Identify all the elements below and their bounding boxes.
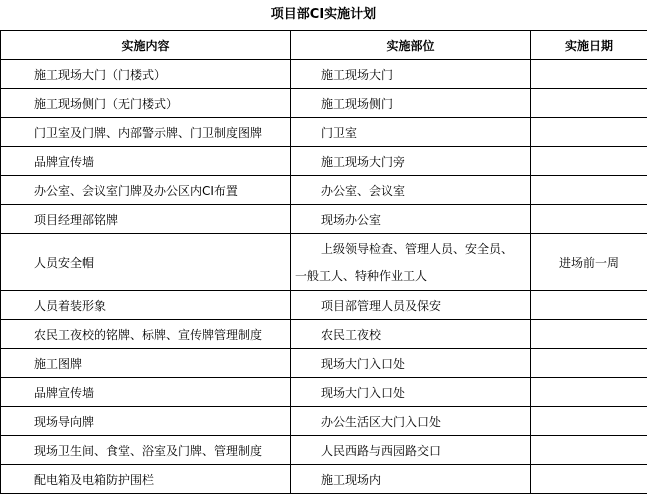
table-row bbox=[1, 436, 647, 465]
row-location bbox=[291, 234, 531, 291]
row-location: 办公室、会议室 bbox=[291, 176, 531, 205]
table-row bbox=[1, 147, 647, 176]
row-content: 施工现场大门（门楼式） bbox=[1, 60, 291, 89]
row-date bbox=[531, 465, 647, 494]
table-row bbox=[1, 291, 647, 320]
row-location: 农民工夜校 bbox=[291, 320, 531, 349]
table-header-row bbox=[1, 31, 647, 60]
row-content: 人员着装形象 bbox=[1, 291, 291, 320]
header-date: 实施日期 bbox=[531, 31, 647, 60]
row-date bbox=[531, 205, 647, 234]
row-content: 施工图牌 bbox=[1, 349, 291, 378]
table-row bbox=[1, 176, 647, 205]
table-row bbox=[1, 407, 647, 436]
row-location: 施工现场内 bbox=[291, 465, 531, 494]
row-date bbox=[531, 407, 647, 436]
table-row bbox=[1, 118, 647, 147]
row-date bbox=[531, 147, 647, 176]
row-content: 门卫室及门牌、内部警示牌、门卫制度图牌 bbox=[1, 118, 291, 147]
row-location: 项目部管理人员及保安 bbox=[291, 291, 531, 320]
row-content: 现场卫生间、食堂、浴室及门牌、管理制度 bbox=[1, 436, 291, 465]
table-row bbox=[1, 349, 647, 378]
row-content: 办公室、会议室门牌及办公区内CI布置 bbox=[1, 176, 291, 205]
table-row bbox=[1, 60, 647, 89]
row-date: 进场前一周 bbox=[531, 234, 647, 291]
header-location: 实施部位 bbox=[291, 31, 531, 60]
row-location: 现场大门入口处 bbox=[291, 378, 531, 407]
row-date bbox=[531, 118, 647, 147]
row-date bbox=[531, 89, 647, 118]
row-date bbox=[531, 60, 647, 89]
row-content: 施工现场侧门（无门楼式） bbox=[1, 89, 291, 118]
table-row bbox=[1, 378, 647, 407]
row-content: 农民工夜校的铭牌、标牌、宣传牌管理制度 bbox=[1, 320, 291, 349]
row-content: 配电箱及电箱防护围栏 bbox=[1, 465, 291, 494]
row-date bbox=[531, 291, 647, 320]
row-location-line1: 上级领导检查、管理人员、安全员、 bbox=[321, 242, 514, 256]
row-location: 门卫室 bbox=[291, 118, 531, 147]
row-location: 现场办公室 bbox=[291, 205, 531, 234]
row-location: 办公生活区大门入口处 bbox=[291, 407, 531, 436]
row-content: 品牌宣传墙 bbox=[1, 147, 291, 176]
row-location: 人民西路与西园路交口 bbox=[291, 436, 531, 465]
table-row bbox=[1, 465, 647, 494]
ci-plan-table bbox=[0, 30, 647, 494]
row-date bbox=[531, 436, 647, 465]
row-location: 施工现场大门 bbox=[291, 60, 531, 89]
row-content: 项目经理部铭牌 bbox=[1, 205, 291, 234]
table-row bbox=[1, 205, 647, 234]
row-content: 品牌宣传墙 bbox=[1, 378, 291, 407]
table-row bbox=[1, 234, 647, 291]
row-date bbox=[531, 320, 647, 349]
row-location: 施工现场侧门 bbox=[291, 89, 531, 118]
row-location: 施工现场大门旁 bbox=[291, 147, 531, 176]
row-date bbox=[531, 349, 647, 378]
row-location-line2: 一般工人、特种作业工人 bbox=[295, 269, 428, 283]
row-date bbox=[531, 378, 647, 407]
table-row bbox=[1, 89, 647, 118]
header-content: 实施内容 bbox=[1, 31, 291, 60]
row-date bbox=[531, 176, 647, 205]
page-title: 项目部CI实施计划 bbox=[270, 7, 377, 22]
row-location: 现场大门入口处 bbox=[291, 349, 531, 378]
row-content: 现场导向牌 bbox=[1, 407, 291, 436]
table-row bbox=[1, 320, 647, 349]
row-content: 人员安全帽 bbox=[1, 234, 291, 291]
